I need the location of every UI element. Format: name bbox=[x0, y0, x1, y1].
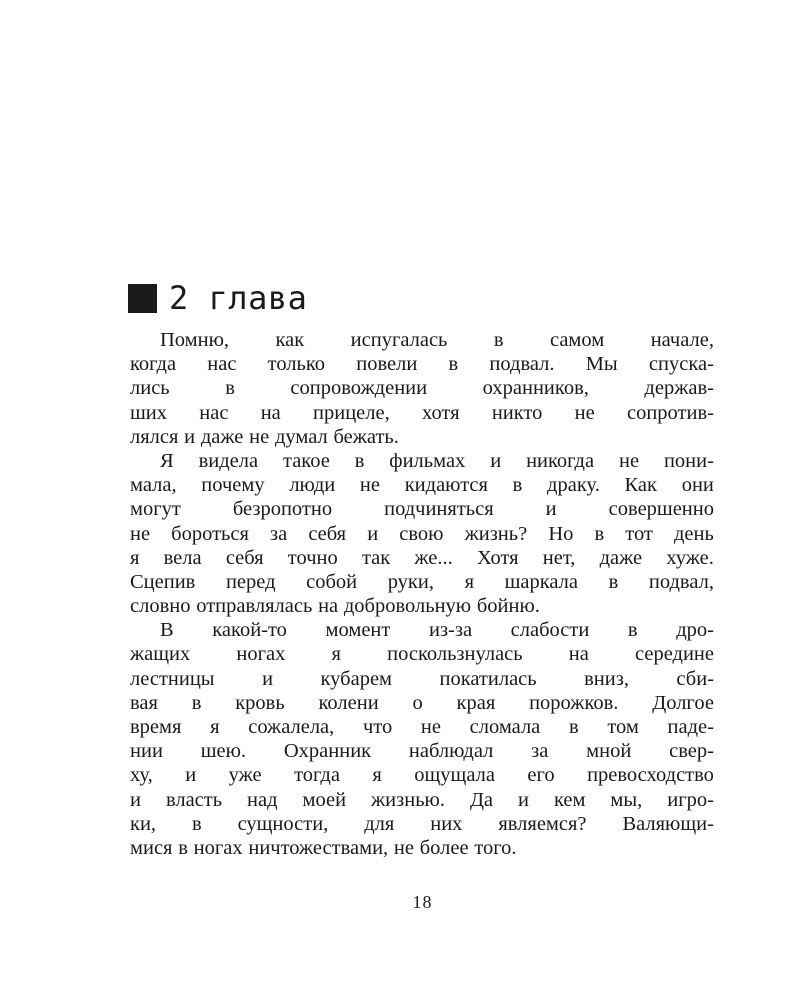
word: и bbox=[490, 449, 502, 472]
word: шаркала bbox=[504, 570, 578, 593]
word: же... bbox=[414, 546, 453, 569]
word: сломала bbox=[469, 716, 541, 738]
word: я bbox=[210, 716, 220, 738]
word: нас bbox=[199, 401, 229, 424]
word: почему bbox=[201, 474, 265, 497]
word: отправлялась bbox=[196, 595, 313, 618]
word: драку. bbox=[547, 474, 600, 497]
word: середине bbox=[635, 643, 714, 666]
word: в bbox=[225, 377, 235, 400]
word: кровь bbox=[235, 691, 285, 714]
word: Мы bbox=[585, 353, 618, 376]
text-line bbox=[130, 618, 714, 642]
word: я bbox=[130, 546, 140, 569]
word: моей bbox=[302, 788, 347, 811]
word: что bbox=[362, 716, 393, 738]
word: игро- bbox=[667, 788, 714, 811]
word: я bbox=[331, 643, 341, 666]
word: в bbox=[191, 691, 202, 714]
text-line bbox=[130, 594, 714, 618]
word: Хотя bbox=[476, 546, 519, 569]
word: ногах bbox=[193, 836, 243, 859]
word: того. bbox=[474, 836, 517, 859]
word: момент bbox=[325, 619, 391, 642]
word: в bbox=[608, 570, 619, 593]
text-line bbox=[130, 763, 714, 787]
word: покатилась bbox=[439, 667, 537, 690]
word: даже bbox=[200, 425, 244, 448]
word: вниз, bbox=[584, 667, 629, 690]
paragraph bbox=[130, 449, 714, 618]
word: словно bbox=[130, 595, 191, 618]
chapter-body-text bbox=[130, 328, 714, 860]
word: люди bbox=[289, 474, 336, 497]
word: сби- bbox=[676, 667, 714, 690]
word: на bbox=[318, 595, 339, 618]
word: день bbox=[674, 522, 714, 545]
text-line bbox=[130, 328, 714, 352]
word: какой-то bbox=[212, 619, 287, 642]
word: лялся bbox=[130, 425, 179, 448]
word: как bbox=[275, 329, 305, 351]
word: вая bbox=[130, 691, 158, 714]
word: в bbox=[627, 619, 638, 642]
word: для bbox=[364, 812, 395, 835]
word: лись bbox=[130, 377, 170, 400]
word: Я bbox=[160, 449, 174, 472]
word: его bbox=[527, 764, 555, 787]
word: над bbox=[247, 788, 278, 811]
word: мала, bbox=[130, 474, 177, 497]
word: края bbox=[456, 691, 496, 714]
word: сопротив- bbox=[626, 401, 714, 424]
word: не bbox=[359, 474, 380, 497]
word: пони- bbox=[663, 449, 714, 472]
word: жизнь? bbox=[464, 522, 528, 545]
word: ху, bbox=[130, 764, 153, 787]
word: Да bbox=[469, 788, 494, 811]
word: на bbox=[568, 643, 589, 666]
word: слабости bbox=[510, 619, 590, 642]
word: когда bbox=[130, 353, 177, 376]
word: нии bbox=[130, 740, 163, 763]
word: них bbox=[430, 812, 463, 835]
word: прицеле, bbox=[313, 401, 390, 424]
word: кубарем bbox=[320, 667, 393, 690]
word: ки, bbox=[130, 812, 157, 835]
word: добровольную bbox=[343, 595, 472, 618]
word: такое bbox=[282, 449, 330, 472]
word: в bbox=[568, 716, 579, 738]
word: превосходство bbox=[587, 764, 714, 787]
word: никто bbox=[491, 401, 543, 424]
word: Помню, bbox=[160, 329, 230, 351]
word: тот bbox=[625, 522, 653, 545]
text-line bbox=[130, 739, 714, 763]
word: не bbox=[420, 716, 441, 738]
word: безропотно bbox=[232, 498, 333, 521]
word: Долгое bbox=[652, 691, 714, 714]
word: Сцепив bbox=[130, 570, 196, 593]
word: о bbox=[412, 691, 423, 714]
word: и bbox=[518, 788, 529, 811]
word: себя bbox=[225, 546, 264, 569]
chapter-title: 2 глава bbox=[169, 279, 308, 317]
word: ногах bbox=[236, 643, 286, 666]
word: дро- bbox=[676, 619, 714, 642]
word: даже bbox=[599, 546, 643, 569]
word: колени bbox=[318, 691, 379, 714]
word: подчиняться bbox=[384, 498, 494, 521]
word: держав- bbox=[644, 377, 714, 400]
word: не bbox=[130, 522, 151, 545]
word: в bbox=[512, 474, 523, 497]
word: спуска- bbox=[648, 353, 714, 376]
word: бойню. bbox=[476, 595, 540, 618]
word: не bbox=[393, 836, 414, 859]
word: хуже. bbox=[666, 546, 714, 569]
text-line bbox=[130, 715, 714, 739]
word: мной bbox=[586, 740, 632, 763]
word: подвал, bbox=[648, 570, 714, 593]
word: подвал. bbox=[489, 353, 555, 376]
chapter-heading bbox=[128, 276, 307, 320]
chapter-square-marker bbox=[128, 284, 157, 313]
text-line bbox=[130, 497, 714, 521]
word: не bbox=[574, 401, 595, 424]
word: не bbox=[249, 425, 270, 448]
word: самом bbox=[549, 329, 605, 351]
word: Охранник bbox=[283, 740, 372, 763]
word: уже bbox=[228, 764, 262, 787]
word: свою bbox=[399, 522, 444, 545]
text-line bbox=[130, 570, 714, 594]
word: никогда bbox=[526, 449, 595, 472]
word: за bbox=[531, 740, 549, 763]
word: тогда bbox=[294, 764, 340, 787]
word: собой bbox=[306, 570, 358, 593]
word: более bbox=[419, 836, 469, 859]
text-line bbox=[130, 425, 714, 449]
word: видела bbox=[198, 449, 259, 472]
word: вела bbox=[163, 546, 202, 569]
word: на bbox=[260, 401, 281, 424]
word: себя bbox=[308, 522, 347, 545]
word: я bbox=[372, 764, 382, 787]
word: точно bbox=[287, 546, 338, 569]
word: паде- bbox=[667, 716, 714, 738]
text-line bbox=[130, 667, 714, 691]
word: в bbox=[594, 522, 605, 545]
word: шею. bbox=[200, 740, 247, 763]
word: в bbox=[448, 353, 459, 376]
word: ших bbox=[130, 401, 168, 424]
word: сожалела, bbox=[248, 716, 335, 738]
word: и bbox=[185, 764, 197, 787]
word: и bbox=[184, 425, 196, 448]
word: жащих bbox=[130, 643, 191, 666]
word: не bbox=[618, 449, 640, 472]
word: В bbox=[160, 619, 174, 642]
word: так bbox=[361, 546, 391, 569]
word: могут bbox=[130, 498, 181, 521]
word: бежать. bbox=[333, 425, 399, 448]
text-line bbox=[130, 812, 714, 836]
word: порожков. bbox=[529, 691, 619, 714]
paragraph bbox=[130, 328, 714, 449]
word: власть bbox=[165, 788, 223, 811]
word: думал bbox=[274, 425, 328, 448]
word: совершенно bbox=[608, 498, 714, 521]
word: и bbox=[262, 667, 274, 690]
text-line bbox=[130, 836, 714, 860]
word: повели bbox=[356, 353, 418, 376]
word: Но bbox=[548, 522, 574, 545]
word: фильмах bbox=[389, 449, 466, 472]
page-number: 18 bbox=[412, 892, 433, 912]
text-line bbox=[130, 642, 714, 666]
word: в bbox=[354, 449, 365, 472]
text-line bbox=[130, 376, 714, 400]
word: в bbox=[191, 812, 202, 835]
word: руки, bbox=[387, 570, 434, 593]
word: свер- bbox=[669, 740, 714, 763]
word: испугалась bbox=[350, 329, 448, 351]
word: Валяющи- bbox=[622, 812, 714, 835]
text-line bbox=[130, 401, 714, 425]
word: в bbox=[178, 836, 188, 859]
word: том bbox=[607, 716, 639, 738]
word: хотя bbox=[421, 401, 460, 424]
word: сущности, bbox=[237, 812, 329, 835]
word: ничтожествами, bbox=[248, 836, 389, 859]
text-line bbox=[130, 691, 714, 715]
word: ощущала bbox=[414, 764, 495, 787]
word: лестницы bbox=[130, 667, 215, 690]
text-line bbox=[130, 522, 714, 546]
word: бороться bbox=[171, 522, 249, 545]
word: из-за bbox=[428, 619, 473, 642]
word: Как bbox=[624, 474, 657, 497]
text-line bbox=[130, 473, 714, 497]
text-line bbox=[130, 449, 714, 473]
text-line bbox=[130, 352, 714, 376]
word: наблюдал bbox=[408, 740, 494, 763]
word: время bbox=[130, 716, 182, 738]
word: и bbox=[367, 522, 379, 545]
paragraph bbox=[130, 618, 714, 860]
text-line bbox=[130, 788, 714, 812]
word: за bbox=[270, 522, 288, 545]
word: и bbox=[130, 788, 141, 811]
word: перед bbox=[225, 570, 276, 593]
word: кидаются bbox=[404, 474, 488, 497]
word: только bbox=[267, 353, 326, 376]
word: нас bbox=[207, 353, 237, 376]
word: в bbox=[493, 329, 504, 351]
word: кем bbox=[553, 788, 586, 811]
word: сопровождении bbox=[290, 377, 428, 400]
text-line bbox=[130, 546, 714, 570]
word: мися bbox=[130, 836, 173, 859]
word: они bbox=[681, 474, 714, 497]
word: мы, bbox=[610, 788, 643, 811]
word: и bbox=[545, 498, 557, 521]
word: являемся? bbox=[498, 812, 587, 835]
word: жизнью. bbox=[371, 788, 445, 811]
word: нет, bbox=[542, 546, 576, 569]
word: охранников, bbox=[482, 377, 589, 400]
word: начале, bbox=[650, 329, 714, 351]
word: поскользнулась bbox=[387, 643, 523, 666]
word: я bbox=[464, 570, 475, 593]
